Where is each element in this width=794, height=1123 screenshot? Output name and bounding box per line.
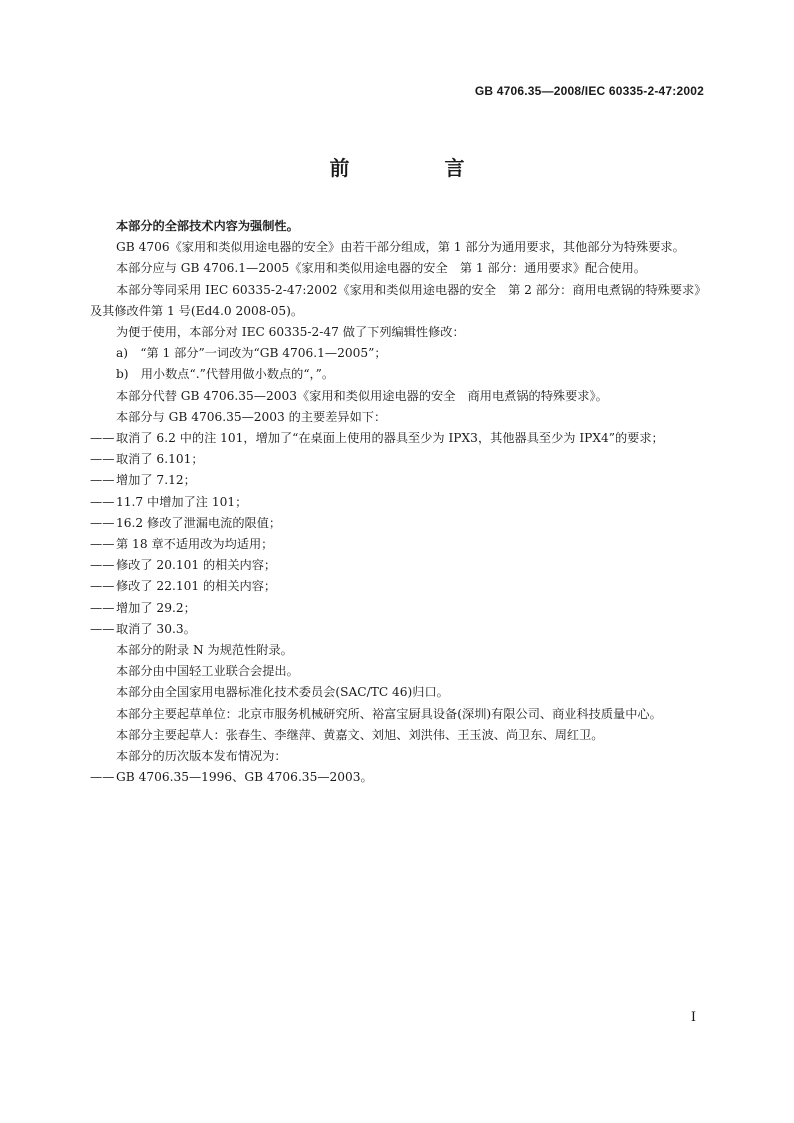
difference-item [90, 534, 710, 555]
page-number: I [690, 1010, 696, 1025]
difference-item [90, 619, 710, 640]
difference-item [90, 428, 710, 449]
difference-item [90, 513, 710, 534]
dash-mark: —— [90, 579, 115, 594]
dash-mark: —— [90, 621, 115, 636]
paragraph-series-structure: GB 4706《家用和类似用途电器的安全》由若干部分组成，第 1 部分为通用要求，其他部分为特殊要求。 [116, 240, 685, 255]
dash-mark: —— [90, 473, 115, 488]
difference-item [90, 470, 710, 491]
history-item [90, 767, 710, 788]
paragraph-managed-by: 本部分由全国家用电器标准化技术委员会(SAC/TC 46)归口。 [116, 685, 449, 700]
paragraph-usage-with-general: 本部分应与 GB 4706.1—2005《家用和类似用途电器的安全 第 1 部分：通用要求》配合使用。 [116, 261, 646, 276]
editorial-change-a: a) “第 1 部分”一词改为“GB 4706.1—2005”； [116, 346, 387, 361]
difference-item [90, 449, 710, 470]
paragraph-history-intro: 本部分的历次版本发布情况为： [116, 749, 287, 764]
paragraph-differences-intro: 本部分与 GB 4706.35—2003 的主要差异如下： [116, 409, 387, 424]
difference-text: 增加了 7.12； [116, 473, 196, 488]
dash-mark: —— [90, 452, 115, 467]
dash-mark: —— [90, 600, 115, 615]
paragraph-annex: 本部分的附录 N 为规范性附录。 [116, 643, 293, 658]
difference-text: 取消了 6.2 中的注 101，增加了“在桌面上使用的器具至少为 IPX3，其他器具至少为 IPX4”的要求； [116, 431, 664, 446]
mandatory-statement: 本部分的全部技术内容为强制性。 [116, 219, 299, 233]
history-text: GB 4706.35—1996、GB 4706.35—2003。 [116, 770, 373, 785]
dash-mark: —— [90, 537, 115, 552]
dash-mark: —— [90, 494, 115, 509]
dash-mark: —— [90, 431, 115, 446]
standard-number-header: GB 4706.35—2008/IEC 60335-2-47:2002 [474, 84, 704, 98]
difference-text: 第 18 章不适用改为均适用； [116, 537, 274, 552]
difference-text: 取消了 30.3。 [116, 621, 196, 636]
page-title: 前 言 [329, 156, 509, 180]
difference-item [90, 598, 710, 619]
difference-text: 11.7 中增加了注 101； [116, 494, 248, 509]
dash-mark: —— [90, 558, 115, 573]
paragraph-editorial-changes-intro: 为便于使用，本部分对 IEC 60335-2-47 做了下列编辑性修改： [116, 325, 465, 340]
dash-mark: —— [90, 770, 115, 785]
dash-mark: —— [90, 515, 115, 530]
difference-text: 修改了 22.101 的相关内容； [116, 579, 277, 594]
difference-item [90, 492, 710, 513]
paragraph-equivalence: 本部分等同采用 IEC 60335-2-47:2002《家用和类似用途电器的安全 第 2 部分：商用电煮锅的特殊要求》及其修改件第 1 号(Ed4.0 2008-05)。 [90, 282, 707, 318]
difference-text: 修改了 20.101 的相关内容； [116, 558, 277, 573]
paragraph-drafters: 本部分主要起草人：张春生、李继萍、黄嘉文、刘旭、刘洪伟、王玉波、尚卫东、周红卫。 [116, 727, 604, 742]
difference-text: 取消了 6.101； [116, 452, 204, 467]
difference-item [90, 555, 710, 576]
difference-text: 增加了 29.2； [116, 600, 196, 615]
paragraph-drafting-units: 本部分主要起草单位：北京市服务机械研究所、裕富宝厨具设备(深圳)有限公司、商业科技质量中心。 [116, 706, 662, 721]
foreword-body [90, 216, 710, 788]
difference-item [90, 576, 710, 597]
editorial-change-b: b) 用小数点“.”代替用做小数点的“，”。 [116, 367, 335, 382]
paragraph-proposed-by: 本部分由中国轻工业联合会提出。 [116, 664, 299, 679]
paragraph-replaces: 本部分代替 GB 4706.35—2003《家用和类似用途电器的安全 商用电煮锅的特殊要求》。 [116, 388, 608, 403]
difference-text: 16.2 修改了泄漏电流的限值； [116, 515, 282, 530]
